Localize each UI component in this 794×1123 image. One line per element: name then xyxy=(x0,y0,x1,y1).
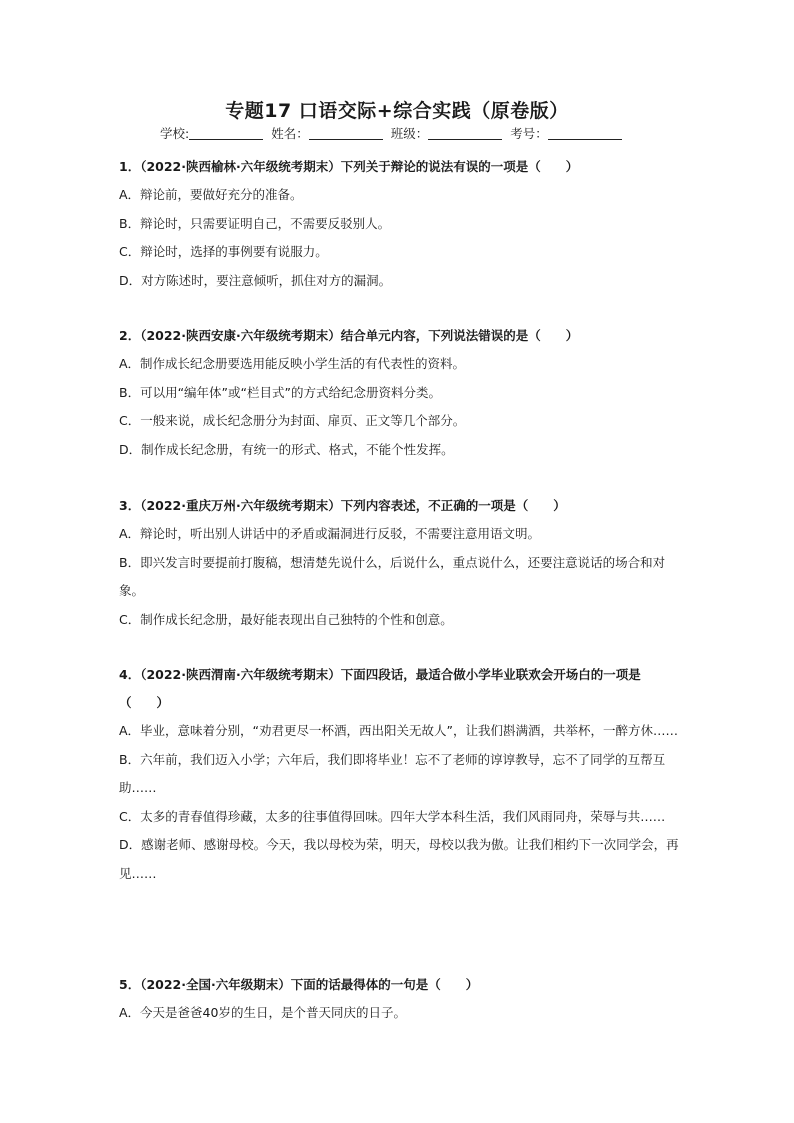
option-b: B．可以用“编年体”或“栏目式”的方式给纪念册资料分类。 xyxy=(119,384,441,400)
option-d: D．对方陈述时，要注意倾听，抓住对方的漏洞。 xyxy=(119,272,392,288)
option-a: A．今天是爸爸40岁的生日，是个普天同庆的日子。 xyxy=(119,1005,406,1020)
option-d: D．感谢老师、感谢母校。今天，我以母校为荣，明天，母校以我为傲。让我们相约下一次同学会，再见…… xyxy=(119,837,679,881)
option-c: C．一般来说，成长纪念册分为封面、扉页、正文等几个部分。 xyxy=(119,413,466,428)
option-c: C．太多的青春值得珍藏，太多的往事值得回味。四年大学本科生活，我们风雨同舟，荣辱与共…… xyxy=(119,808,666,824)
question-5 xyxy=(119,971,679,1028)
option-d: D．制作成长纪念册，有统一的形式、格式，不能个性发挥。 xyxy=(119,441,454,457)
question-stem: 4．（2022·陕西渭南·六年级统考期末）下面四段话，最适合做小学毕业联欢会开场白的一项是（ ） xyxy=(119,667,641,710)
question-2 xyxy=(119,322,679,464)
option-c: C．辩论时，选择的事例要有说服力。 xyxy=(119,244,328,259)
name-label: 姓名： xyxy=(271,126,309,141)
exam-no-label: 考号： xyxy=(510,126,548,141)
option-a: A．辩论时，听出别人讲话中的矛盾或漏洞进行反驳，不需要注意用语文明。 xyxy=(119,526,541,541)
question-stem: 5．（2022·全国·六年级期末）下面的话最得体的一句是（ ） xyxy=(119,977,479,992)
option-b: B．辩论时，只需要证明自己，不需要反驳别人。 xyxy=(119,215,391,231)
name-blank[interactable] xyxy=(309,127,383,140)
option-c: C．制作成长纪念册，最好能表现出自己独特的个性和创意。 xyxy=(119,611,453,627)
class-blank[interactable] xyxy=(428,127,502,140)
page-title: 专题17 口语交际+综合实践（原卷版） xyxy=(225,100,569,122)
option-b: B．即兴发言时要提前打腹稿，想清楚先说什么，后说什么，重点说什么，还要注意说话的场合和对象。 xyxy=(119,554,666,598)
class-label: 班级： xyxy=(390,126,429,141)
school-blank[interactable] xyxy=(189,127,263,140)
exam-no-blank[interactable] xyxy=(548,127,622,140)
option-a: A．毕业，意味着分别，“劝君更尽一杯酒，西出阳关无故人”，让我们斟满酒，共举杯，一醉方休…… xyxy=(119,723,679,738)
option-a: A．制作成长纪念册要选用能反映小学生活的有代表性的资料。 xyxy=(119,356,466,371)
question-stem: 3．（2022·重庆万州·六年级统考期末）下列内容表述，不正确的一项是（ ） xyxy=(119,498,566,513)
question-1 xyxy=(119,153,679,295)
option-a: A．辩论前，要做好充分的准备。 xyxy=(119,187,303,202)
question-4 xyxy=(119,661,679,888)
question-stem: 2．（2022·陕西安康·六年级统考期末）结合单元内容，下列说法错误的是（ ） xyxy=(119,328,579,343)
question-stem: 1．（2022·陕西榆林·六年级统考期末）下列关于辩论的说法有误的一项是（ ） xyxy=(119,159,579,174)
school-label: 学校: xyxy=(160,126,190,141)
question-3 xyxy=(119,492,679,634)
option-b: B．六年前，我们迈入小学；六年后，我们即将毕业！忘不了老师的谆谆教导，忘不了同学的互帮互助…… xyxy=(119,751,666,795)
student-info-line xyxy=(160,124,626,142)
